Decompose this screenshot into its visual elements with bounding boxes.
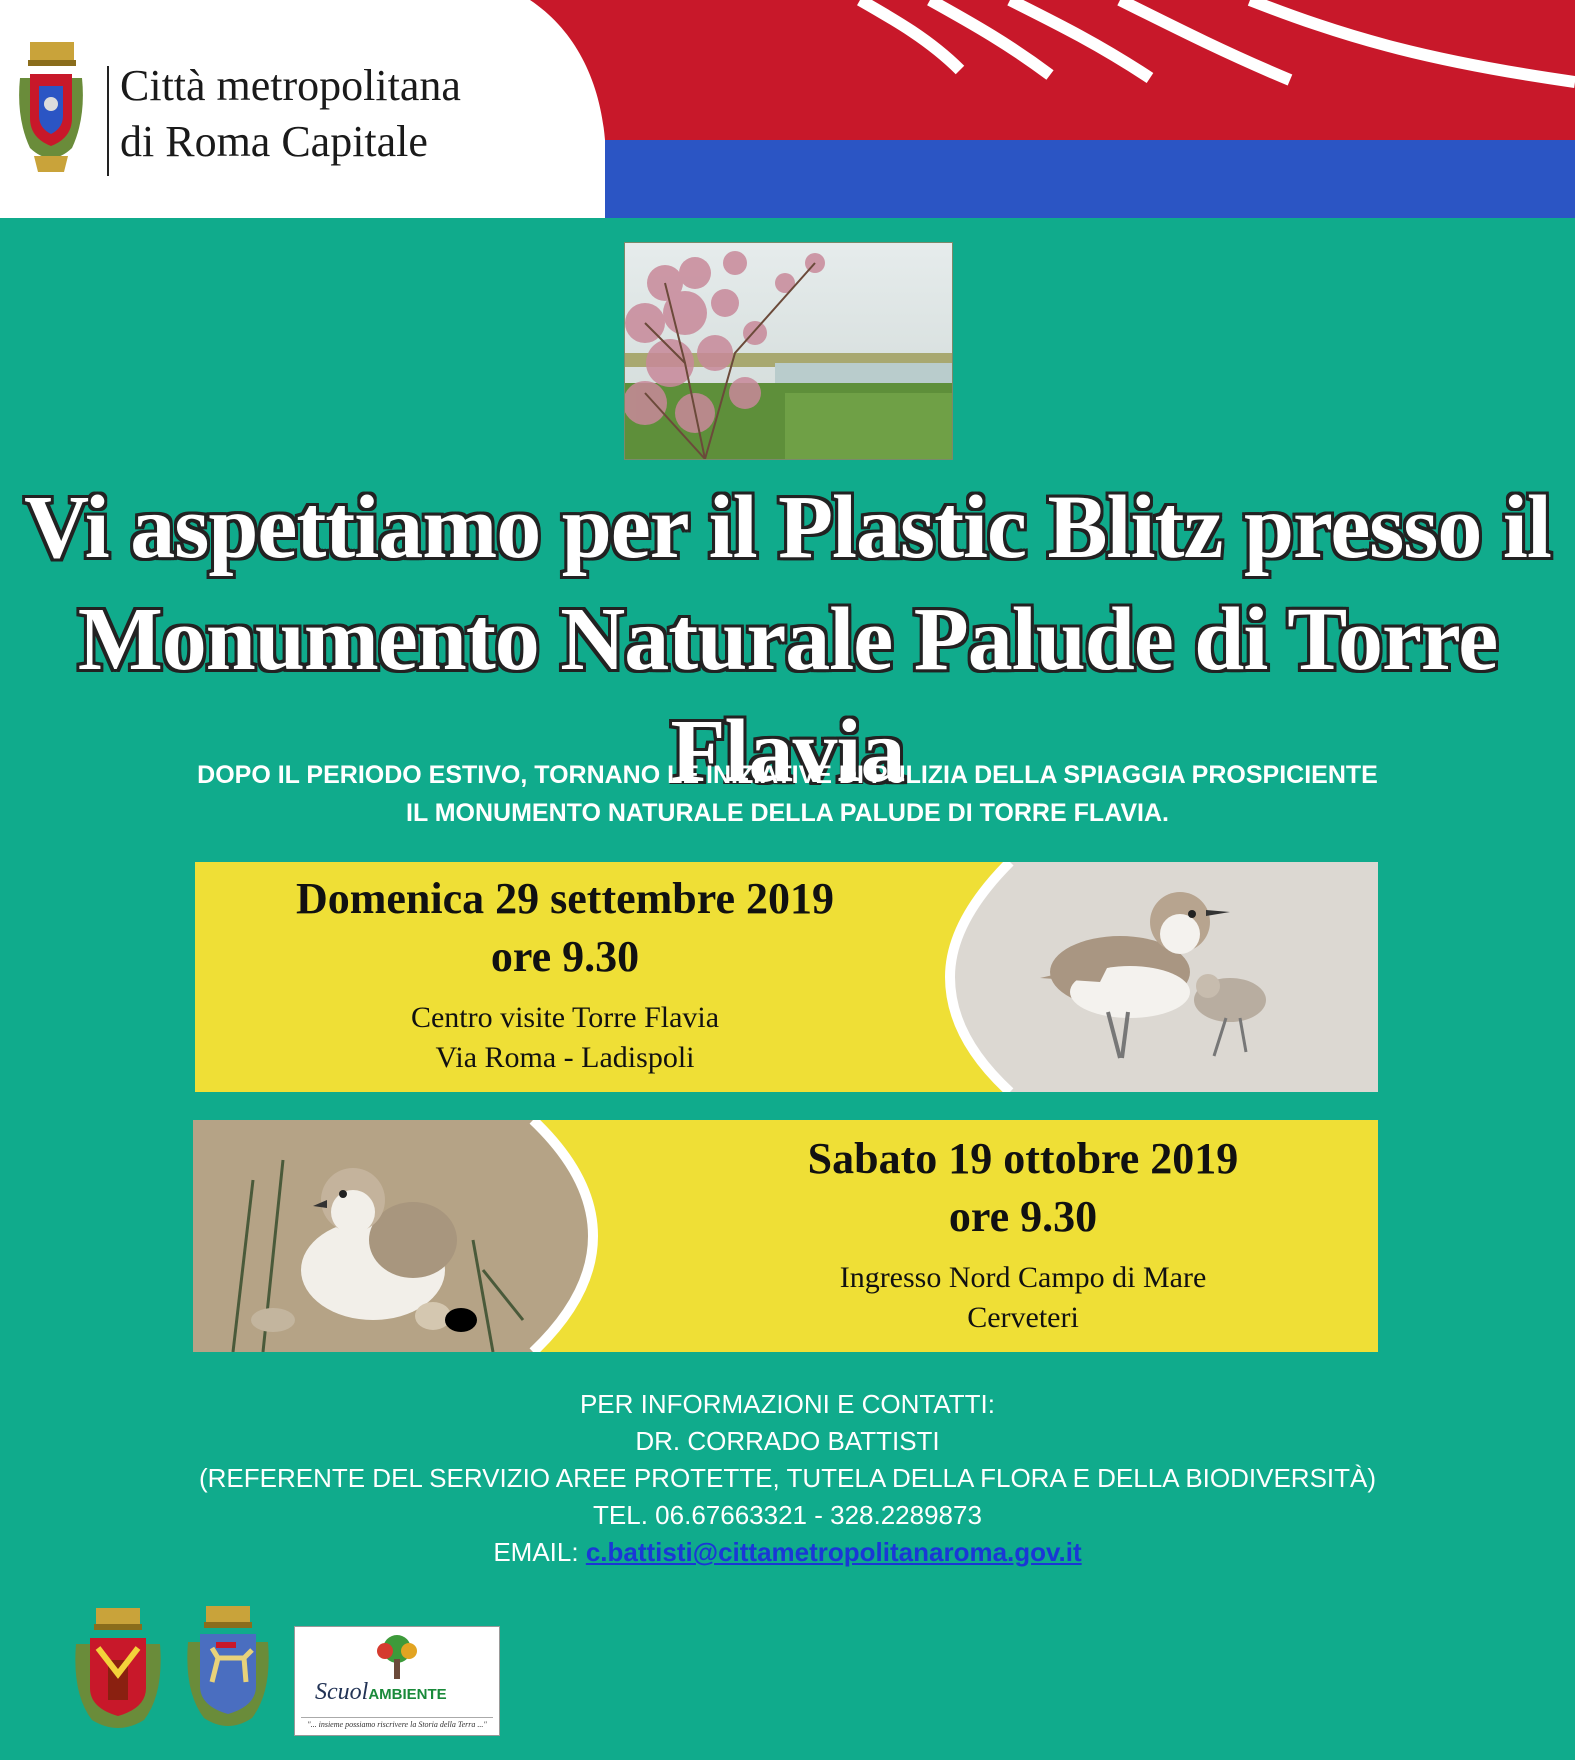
- ladispoli-crest-icon: [68, 1604, 168, 1736]
- event-1-text: [195, 870, 935, 1078]
- tree-logo-icon: [371, 1631, 423, 1681]
- contact-email-row: [0, 1534, 1575, 1571]
- contact-name: DR. CORRADO BATTISTI: [635, 1426, 940, 1456]
- contact-phone: TEL. 06.67663321 - 328.2289873: [593, 1500, 982, 1530]
- email-label: EMAIL:: [493, 1537, 579, 1567]
- email-link[interactable]: c.battisti@cittametropolitanaroma.gov.it: [585, 1537, 1082, 1567]
- contact-role: (REFERENTE DEL SERVIZIO AREE PROTETTE, TUTELA DELLA FLORA E DELLA BIODIVERSITÀ): [198, 1463, 1377, 1493]
- event-2-place: [673, 1258, 1373, 1338]
- institution-name: [120, 58, 461, 170]
- wetland-photo: [624, 242, 953, 460]
- event-1-place-line-2: Via Roma - Ladispoli: [435, 1041, 695, 1074]
- header-divider: [107, 66, 109, 176]
- event-2-place-line-1: Ingresso Nord Campo di Mare: [839, 1261, 1207, 1294]
- intro-line-2: IL MONUMENTO NATURALE DELLA PALUDE DI TORRE FLAVIA.: [406, 799, 1169, 827]
- title-line-2: Monumento Naturale Palude di Torre Flavia: [77, 590, 1498, 801]
- scuola-name-a: Scuol: [315, 1679, 369, 1705]
- plover-photo-2: [193, 1120, 613, 1352]
- event-2-place-line-2: Cerveteri: [967, 1301, 1079, 1334]
- event-1-place-line-1: Centro visite Torre Flavia: [410, 1001, 720, 1034]
- cerveteri-crest-icon: [182, 1602, 274, 1734]
- contacts-section: [0, 1386, 1575, 1571]
- intro-text: [0, 756, 1575, 832]
- city-crest-icon: [10, 38, 92, 178]
- institution-line-2: di Roma Capitale: [120, 117, 428, 166]
- event-1-place: [195, 998, 935, 1078]
- plover-photo-1: [930, 862, 1378, 1092]
- institution-line-1: Città metropolitana: [120, 61, 461, 110]
- event-2-text: [673, 1130, 1373, 1338]
- header: [0, 0, 1575, 218]
- scuola-name-b: AMBIENTE: [368, 1686, 447, 1703]
- scuola-motto: "... insieme possiamo riscrivere la Storia della Terra ...": [301, 1717, 493, 1729]
- event-2-date: Sabato 19 ottobre 2019: [807, 1134, 1239, 1183]
- event-2-time: ore 9.30: [948, 1192, 1098, 1241]
- title-line-1: Vi aspettiamo per il Plastic Blitz presso il: [24, 478, 1551, 577]
- scuola-name: [315, 1679, 447, 1706]
- intro-line-1: DOPO IL PERIODO ESTIVO, TORNANO LE INIZIATIVE DI PULIZIA DELLA SPIAGGIA PROSPICIENTE: [197, 761, 1378, 789]
- event-card-1: [195, 862, 1378, 1092]
- scuola-ambiente-logo: [294, 1626, 500, 1736]
- event-1-time: ore 9.30: [490, 932, 640, 981]
- event-1-date: Domenica 29 settembre 2019: [295, 874, 835, 923]
- event-card-2: [193, 1120, 1378, 1352]
- contacts-heading: PER INFORMAZIONI E CONTATTI:: [579, 1389, 996, 1419]
